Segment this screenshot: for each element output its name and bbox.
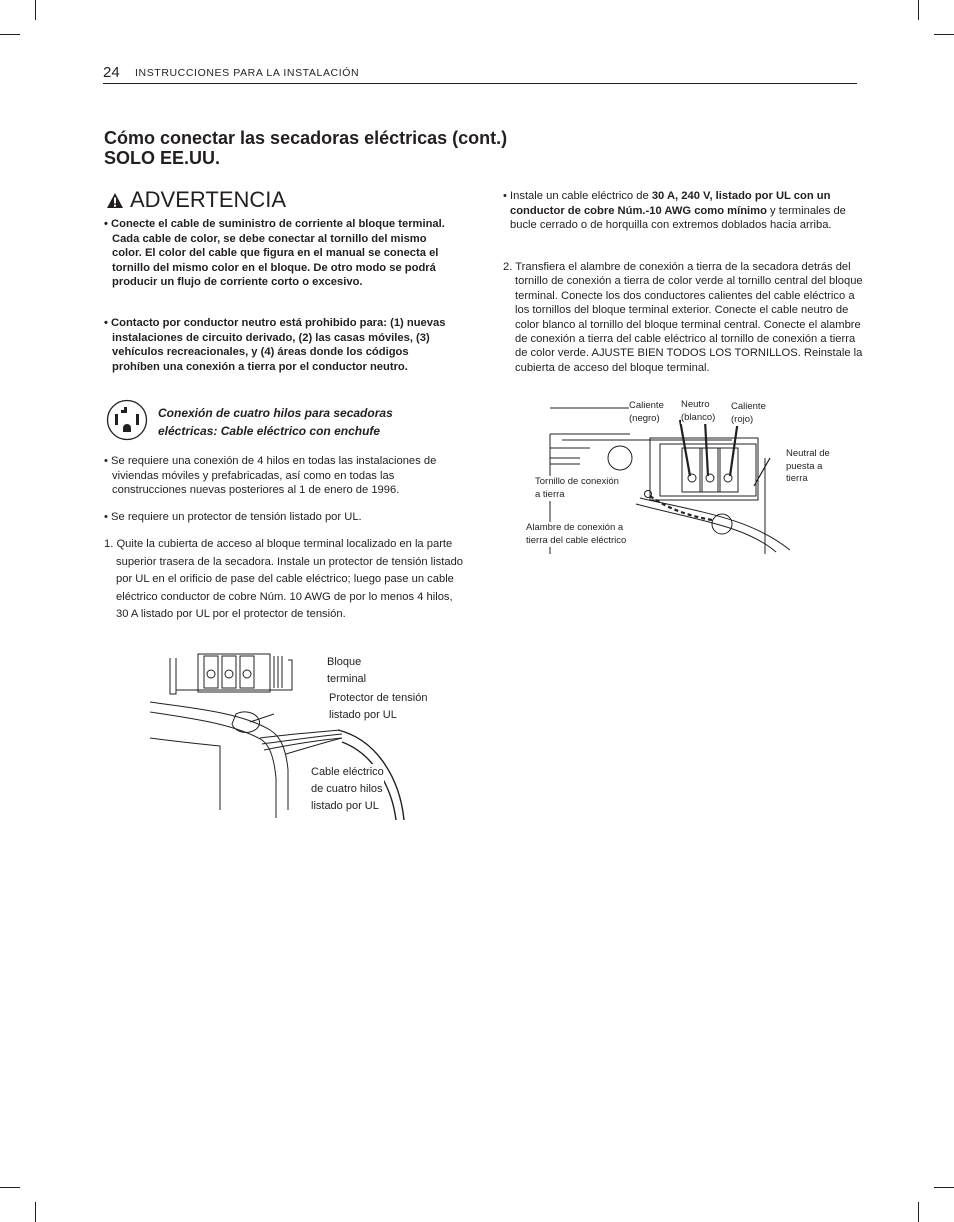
crop-mark xyxy=(0,1187,20,1188)
four-wire-bullet-1: • Se requiere una conexión de 4 hilos en todas las instalaciones de viviendas móviles y prefabricadas, así como en todas las construcciones nuevas posteriores al 1 de enero de 1996. xyxy=(104,455,437,497)
warning-heading xyxy=(106,187,286,213)
four-wire-bullet-2: • Se requiere un protector de tensión listado por UL. xyxy=(104,511,362,523)
page-number: 24 xyxy=(103,64,120,81)
crop-mark xyxy=(35,0,36,20)
page-title xyxy=(104,128,507,168)
crop-mark xyxy=(35,1202,36,1222)
label-caliente-negro: Caliente (negro) xyxy=(629,400,664,424)
header-rule xyxy=(103,83,857,84)
step-1: 1. Quite la cubierta de acceso al bloque terminal localizado en la parte superior trasera de la secadora. Instale un protector de tensión listado por UL en el orificio de pase del cable eléctrico; luego pase un cable eléctrico conductor de cobre Núm. 10 AWG de por lo menos 4 hilos, 30 A listado por UL por el protector de tensión. xyxy=(104,538,464,620)
step-2: 2. Transfiera el alambre de conexión a tierra de la secadora detrás del tornillo de conexión a tierra de color verde al tornillo central del bloque terminal. Conecte los dos conductores calientes del cable eléctrico a los tornillos del bloque terminal exterior. Conecte el cable neutro de color blanco al tornillo del bloque terminal central. Conecte el alambre de conexión a tierra del cable eléctrico al tornillo de conexión a tierra de color verde. AJUSTE BIEN TODOS LOS TORNILLOS. Reinstale la cubierta de acceso del bloque terminal. xyxy=(503,261,863,374)
label-caliente-rojo: Caliente (rojo) xyxy=(731,401,766,425)
warning-heading-text: ADVERTENCIA xyxy=(130,187,287,212)
label-cable-cuatro-hilos: Cable eléctrico de cuatro hilos listado por UL xyxy=(311,764,384,815)
title-line-2: SOLO EE.UU. xyxy=(104,148,221,168)
label-alambre-conexion: Alambre de conexión a tierra del cable eléctrico xyxy=(526,522,627,546)
label-tornillo-conexion: Tornillo de conexión a tierra xyxy=(535,476,619,500)
warning-triangle-icon xyxy=(106,192,124,209)
crop-mark xyxy=(918,1202,919,1222)
label-neutro-blanco: Neutro (blanco) xyxy=(681,399,716,423)
label-neutral-puesta-tierra: Neutral de puesta a tierra xyxy=(786,448,830,484)
crop-mark xyxy=(934,34,954,35)
crop-mark xyxy=(934,1187,954,1188)
four-wire-plug-icon xyxy=(106,399,148,441)
warning-bullet-1: • Conecte el cable de suministro de corriente al bloque terminal. Cada cable de color, se debe conectar al tornillo del mismo color. El color del cable que figura en el manual se conecta el tornillo del mismo color en el bloque. De otro modo se podrá producir un flujo de corriente corto o excesivo. xyxy=(104,218,445,289)
cable-spec-bullet: • Instale un cable eléctrico de 30 A, 240 V, listado por UL con un conductor de cobre Núm.-10 AWG como mínimo y terminales de bucle cerrado o de horquilla con extremos doblados hacia arriba. xyxy=(503,190,846,232)
label-bloque-terminal: Bloque terminal xyxy=(327,656,367,685)
terminal-block-illustration xyxy=(150,650,430,820)
title-line-1: Cómo conectar las secadoras eléctricas (cont.) xyxy=(104,128,508,148)
label-protector: Protector de tensión listado por UL xyxy=(329,692,428,721)
crop-mark xyxy=(0,34,20,35)
crop-mark xyxy=(918,0,919,20)
warning-bullet-2: • Contacto por conductor neutro está prohibido para: (1) nuevas instalaciones de circuito derivado, (2) las casas móviles, (3) vehículos recreacionales, y (4) áreas donde los códigos prohíben una conexión a tierra por el conductor neutro. xyxy=(104,317,446,373)
four-wire-caption: Conexión de cuatro hilos para secadoras eléctricas: Cable eléctrico con enchufe xyxy=(158,406,393,438)
section-title: INSTRUCCIONES PARA LA INSTALACIÓN xyxy=(135,67,360,79)
